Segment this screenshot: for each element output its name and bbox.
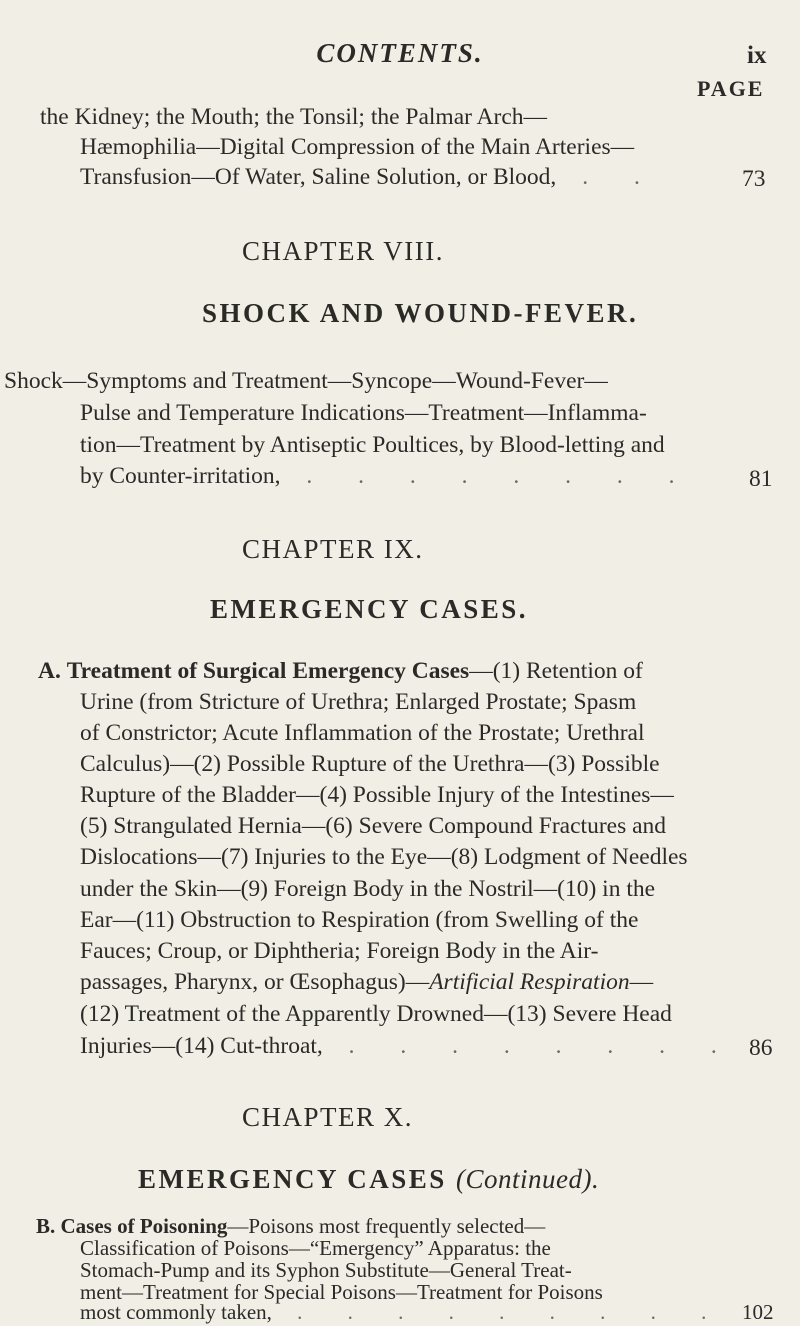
- chapter-9-line-12: (12) Treatment of the Apparently Drowned—(13) Severe Head: [80, 1001, 672, 1027]
- chapter-9-number: CHAPTER IX.: [242, 534, 424, 564]
- chapter-9-line-3: of Constrictor; Acute Inflammation of the Prostate; Urethral: [80, 720, 645, 746]
- chapter-9-line-7: Dislocations—(7) Injuries to the Eye—(8) Lodgment of Needles: [80, 844, 688, 870]
- chapter-9-line-10: Fauces; Croup, or Diphtheria; Foreign Body in the Air-: [80, 938, 599, 964]
- intro-line-2: Hæmophilia—Digital Compression of the Main Arteries—: [80, 134, 635, 160]
- chapter-10-line-1: B. Cases of Poisoning—Poisons most frequently selected—: [36, 1214, 546, 1238]
- chapter-9-line-4: Calculus)—(2) Possible Rupture of the Urethra—(3) Possible: [80, 751, 660, 777]
- intro-page-number: 73: [742, 166, 766, 192]
- chapter-8-line-1: Shock—Symptoms and Treatment—Syncope—Wound-Fever—: [4, 368, 608, 394]
- chapter-10-line-5: most commonly taken, . . . . . . . . .: [80, 1300, 727, 1324]
- chapter-8-line-4: by Counter-irritation, . . . . . . . .: [80, 463, 695, 489]
- chapter-9-title: EMERGENCY CASES.: [210, 594, 529, 624]
- chapter-9-line-6: (5) Strangulated Hernia—(6) Severe Compound Fractures and: [80, 813, 667, 839]
- section-letter-b: B.: [36, 1214, 56, 1238]
- chapter-9-page-number: 86: [749, 1035, 773, 1061]
- chapter-8-line-3: tion—Treatment by Antiseptic Poultices, by Blood-letting and: [80, 432, 665, 458]
- running-head: CONTENTS.: [316, 38, 484, 68]
- chapter-8-title: SHOCK AND WOUND-FEVER.: [202, 298, 639, 328]
- chapter-8-line-2: Pulse and Temperature Indications—Treatment—Inflamma-: [80, 400, 647, 426]
- section-letter-a: A.: [38, 658, 61, 684]
- chapter-10-line-2: Classification of Poisons—“Emergency” Apparatus: the: [80, 1236, 551, 1260]
- section-heading-a: Treatment of Surgical Emergency Cases: [66, 658, 470, 684]
- chapter-9-line-1: A. Treatment of Surgical Emergency Cases—(1) Retention of: [38, 658, 643, 684]
- chapter-9-line-11: passages, Pharynx, or Œsophagus)—Artificial Respiration—: [80, 969, 654, 995]
- artificial-respiration-italic: Artificial Respiration: [429, 969, 630, 995]
- page-column-label: PAGE: [697, 76, 765, 101]
- chapter-9-line-8: under the Skin—(9) Foreign Body in the Nostril—(10) in the: [80, 876, 656, 902]
- chapter-9-line-13: Injuries—(14) Cut-throat, . . . . . . . .: [80, 1033, 737, 1059]
- section-heading-b: Cases of Poisoning: [60, 1214, 228, 1238]
- folio-page-number: ix: [747, 42, 767, 69]
- chapter-9-line-2: Urine (from Stricture of Urethra; Enlarged Prostate; Spasm: [80, 689, 637, 715]
- chapter-10-page-number: 102: [742, 1300, 774, 1324]
- chapter-10-line-3: Stomach-Pump and its Syphon Substitute—General Treat-: [80, 1258, 572, 1282]
- chapter-8-number: CHAPTER VIII.: [242, 236, 445, 266]
- chapter-10-title: EMERGENCY CASES (Continued).: [138, 1164, 600, 1194]
- chapter-10-line-4: ment—Treatment for Special Poisons—Treatment for Poisons: [80, 1280, 603, 1304]
- intro-line-3: Transfusion—Of Water, Saline Solution, or Blood, . .: [80, 164, 660, 190]
- chapter-10-number: CHAPTER X.: [242, 1102, 414, 1132]
- chapter-9-line-5: Rupture of the Bladder—(4) Possible Injury of the Intestines—: [80, 782, 674, 808]
- intro-line-1: the Kidney; the Mouth; the Tonsil; the Palmar Arch—: [40, 104, 548, 130]
- chapter-9-line-9: Ear—(11) Obstruction to Respiration (from Swelling of the: [80, 907, 639, 933]
- chapter-8-page-number: 81: [749, 466, 773, 492]
- chapter-10-title-suffix: (Continued).: [456, 1164, 600, 1194]
